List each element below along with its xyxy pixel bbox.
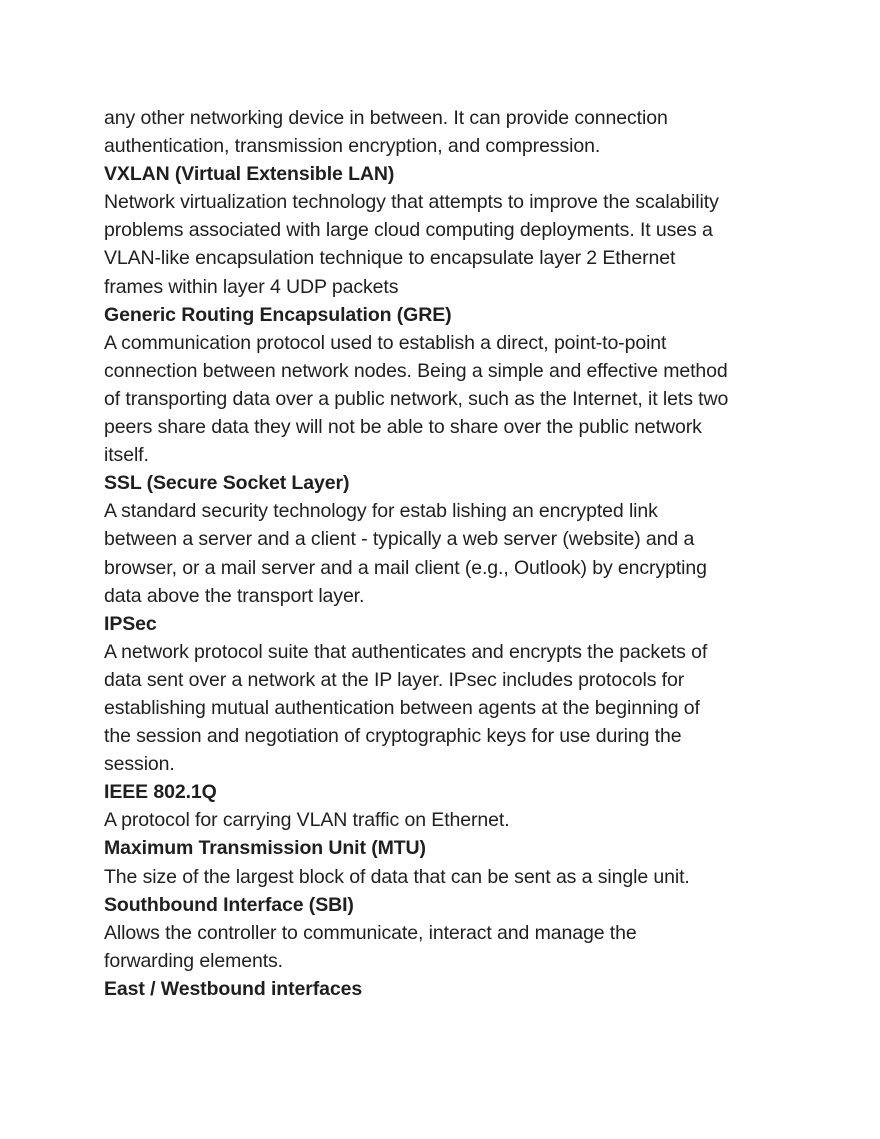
term-heading: IEEE 802.1Q (104, 781, 217, 804)
term-heading: Maximum Transmission Unit (MTU) (104, 837, 426, 860)
definition-line: frames within layer 4 UDP packets (104, 275, 399, 298)
definition-line: A communication protocol used to establish a direct, point-to-point (104, 331, 667, 354)
definition-line: Allows the controller to communicate, interact and manage the (104, 921, 637, 944)
definition-line: session. (104, 753, 175, 776)
intro-line: authentication, transmission encryption, and compression. (104, 135, 601, 158)
definition-line: browser, or a mail server and a mail client (e.g., Outlook) by encrypting (104, 556, 707, 579)
definition-line: between a server and a client - typically a web server (website) and a (104, 528, 695, 551)
document-page (104, 104, 784, 1003)
definition-line: A network protocol suite that authenticates and encrypts the packets of (104, 640, 708, 663)
definition-line: A protocol for carrying VLAN traffic on Ethernet. (104, 809, 510, 832)
definition-line: establishing mutual authentication between agents at the beginning of (104, 696, 700, 719)
term-heading: IPSec (104, 612, 157, 635)
term-heading: SSL (Secure Socket Layer) (104, 472, 350, 495)
definition-line: peers share data they will not be able to share over the public network (104, 416, 702, 439)
definition-line: The size of the largest block of data that can be sent as a single unit. (104, 865, 690, 888)
definition-line: VLAN-like encapsulation technique to encapsulate layer 2 Ethernet (104, 247, 676, 270)
definition-line: A standard security technology for estab lishing an encrypted link (104, 500, 658, 523)
definition-line: connection between network nodes. Being a simple and effective method (104, 359, 728, 382)
intro-line: any other networking device in between. It can provide connection (104, 107, 668, 129)
definition-line: the session and negotiation of cryptographic keys for use during the (104, 725, 682, 748)
term-heading: VXLAN (Virtual Extensible LAN) (104, 163, 395, 186)
definition-line: itself. (104, 444, 149, 467)
definition-line: of transporting data over a public network, such as the Internet, it lets two (104, 387, 729, 410)
term-heading: Southbound Interface (SBI) (104, 893, 354, 916)
term-heading: Generic Routing Encapsulation (GRE) (104, 303, 452, 326)
definition-line: data above the transport layer. (104, 584, 365, 607)
definition-line: Network virtualization technology that attempts to improve the scalability (104, 191, 719, 214)
definition-line: forwarding elements. (104, 949, 284, 972)
definition-line: data sent over a network at the IP layer. IPsec includes protocols for (104, 668, 685, 691)
term-heading: East / Westbound interfaces (104, 977, 363, 1000)
definition-line: problems associated with large cloud computing deployments. It uses a (104, 219, 713, 242)
